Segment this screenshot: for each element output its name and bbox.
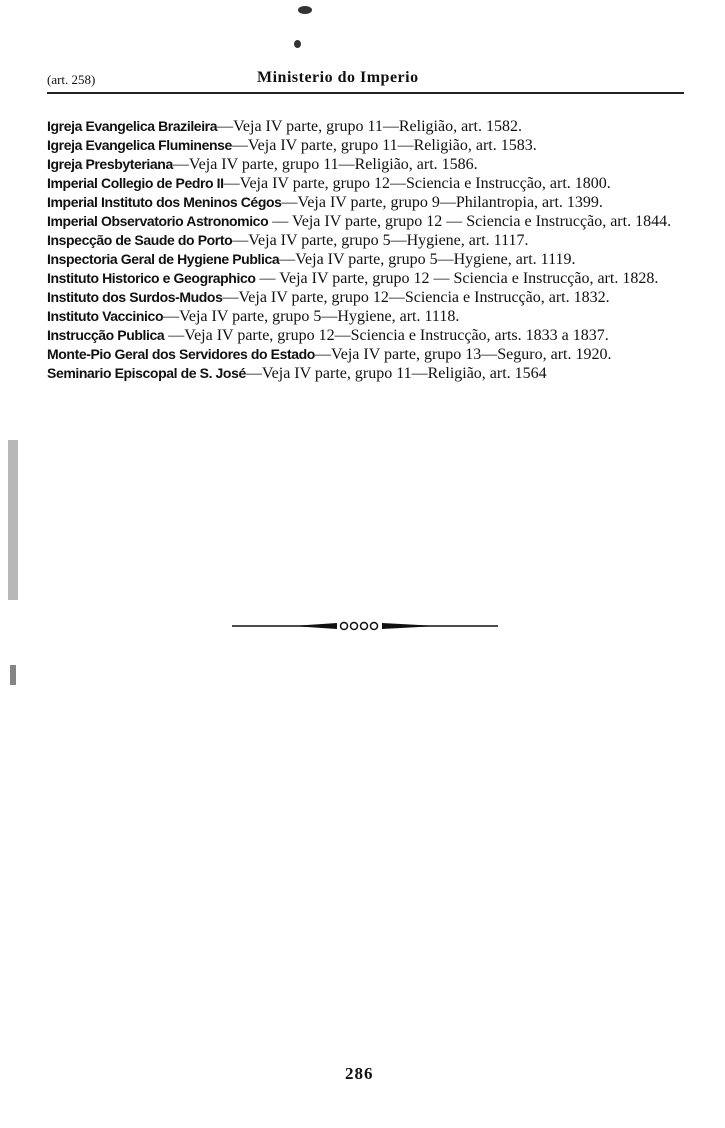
entry-reference: —Veja IV parte, grupo 9—Philantropia, art. 1399.	[281, 194, 603, 211]
entry-reference: —Veja IV parte, grupo 12—Sciencia e Instrucção, art. 1832.	[222, 289, 610, 306]
entry-reference: —Veja IV parte, grupo 5—Hygiene, art. 1118.	[163, 308, 460, 325]
entry-reference: —Veja IV parte, grupo 12—Sciencia e Instrucção, arts. 1833 a 1837.	[164, 327, 609, 344]
scan-mark	[10, 665, 16, 685]
scan-mark	[298, 6, 312, 14]
entry-name: Igreja Evangelica Fluminense	[47, 137, 232, 153]
index-entry	[47, 174, 685, 193]
entry-name: Instrucção Publica	[47, 327, 165, 343]
entry-reference: — Veja IV parte, grupo 12 — Sciencia e Instrucção, art. 1828.	[255, 270, 659, 287]
entry-name: Imperial Collegio de Pedro II	[47, 175, 224, 191]
entry-name: Monte-Pio Geral dos Servidores do Estado	[47, 346, 315, 362]
scan-mark	[8, 440, 18, 600]
entry-reference: —Veja IV parte, grupo 11—Religião, art. 1586.	[172, 156, 478, 173]
index-entry	[47, 250, 685, 269]
entry-name: Igreja Presbyteriana	[47, 156, 173, 172]
index-entry	[47, 307, 685, 326]
entry-reference: —Veja IV parte, grupo 13—Seguro, art. 1920.	[314, 346, 612, 363]
index-entries	[47, 117, 685, 383]
index-entry	[47, 117, 685, 136]
entry-reference: —Veja IV parte, grupo 11—Religião, art. 1564	[245, 365, 547, 382]
index-entry	[47, 231, 685, 250]
entry-reference: —Veja IV parte, grupo 5—Hygiene, art. 1117.	[232, 232, 529, 249]
entry-reference: — Veja IV parte, grupo 12 — Sciencia e Instrucção, art. 1844.	[268, 213, 672, 230]
index-entry	[47, 155, 685, 174]
index-entry	[47, 288, 685, 307]
entry-name: Inspectoria Geral de Hygiene Publica	[47, 251, 280, 267]
entry-name: Instituto Historico e Geographico	[47, 270, 256, 286]
entry-reference: —Veja IV parte, grupo 12—Sciencia e Instrucção, art. 1800.	[223, 175, 611, 192]
page-title: Ministerio do Imperio	[257, 69, 419, 86]
index-entry	[47, 269, 685, 288]
entry-name: Instituto dos Surdos-Mudos	[47, 289, 223, 305]
entry-name: Imperial Instituto dos Meninos Cégos	[47, 194, 282, 210]
index-entry	[47, 345, 685, 364]
entry-reference: —Veja IV parte, grupo 11—Religião, art. 1582.	[217, 118, 522, 135]
scan-mark	[294, 40, 301, 48]
entry-name: Igreja Evangelica Brazileira	[47, 118, 218, 134]
ornamental-divider	[232, 620, 498, 632]
index-entry	[47, 364, 685, 383]
entry-name: Instituto Vaccinico	[47, 308, 164, 324]
entry-name: Inspecção de Saude do Porto	[47, 232, 233, 248]
running-header	[47, 68, 684, 94]
index-entry	[47, 326, 685, 345]
entry-reference: —Veja IV parte, grupo 11—Religião, art. 1583.	[231, 137, 537, 154]
index-entry	[47, 193, 685, 212]
article-reference: (art. 258)	[47, 72, 96, 87]
entry-name: Imperial Observatorio Astronomico	[47, 213, 269, 229]
index-entry	[47, 136, 685, 155]
entry-reference: —Veja IV parte, grupo 5—Hygiene, art. 1119.	[279, 251, 576, 268]
entry-name: Seminario Episcopal de S. José	[47, 365, 246, 381]
page-number: 286	[345, 1064, 374, 1083]
index-entry	[47, 212, 685, 231]
